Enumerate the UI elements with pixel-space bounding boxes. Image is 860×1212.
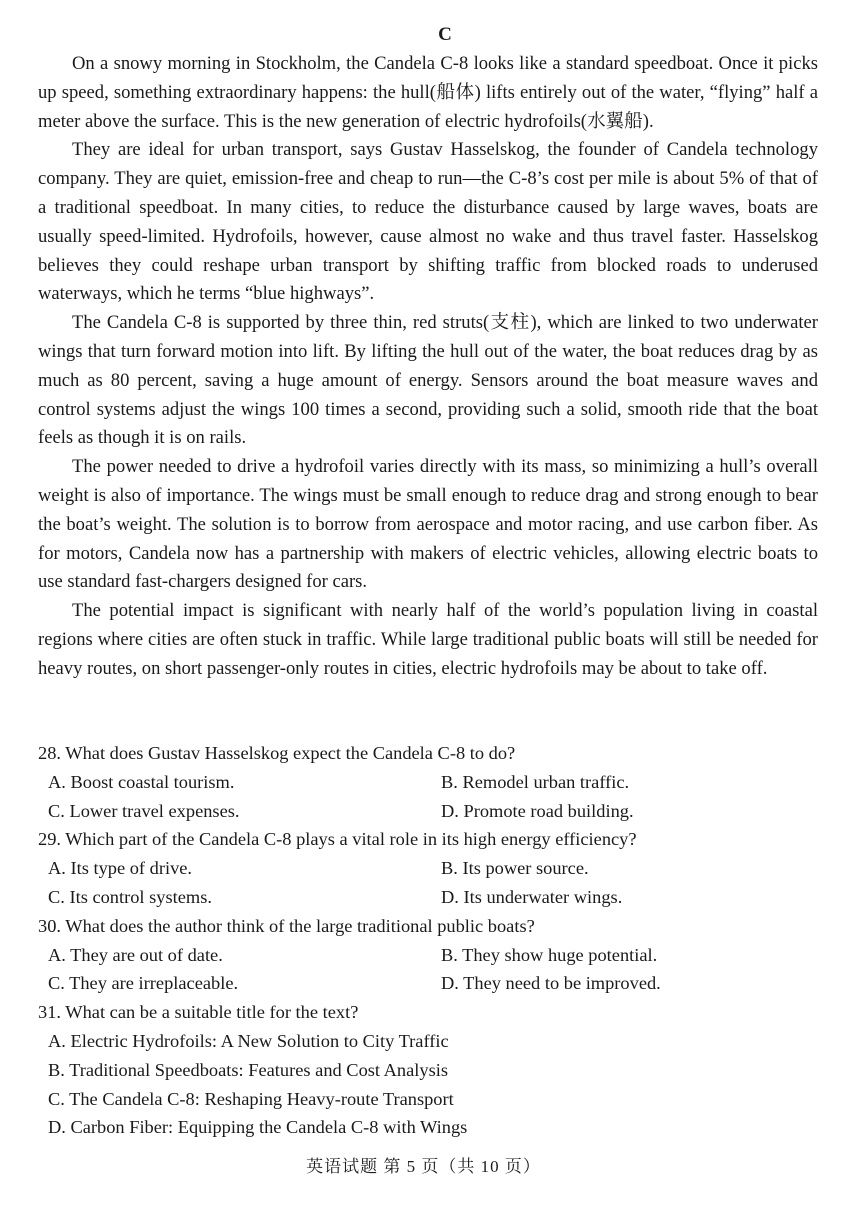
section-label: C	[438, 24, 452, 45]
option-group	[38, 854, 818, 912]
option-a: A. They are out of date.	[48, 944, 223, 965]
option-group	[38, 941, 818, 999]
page-footer: 英语试题 第 5 页（共 10 页）	[306, 1157, 541, 1176]
question-stem: 29. Which part of the Candela C-8 plays a vital role in its high energy efficiency?	[38, 829, 637, 850]
option-c: C. They are irreplaceable.	[48, 973, 239, 994]
option-d: D. Its underwater wings.	[441, 886, 623, 907]
passage-paragraph: The potential impact is significant with nearly half of the world’s population living in coastal regions where cities are often stuck in traffic. While large traditional public boats will still be needed for heavy routes, on short passenger-only routes in cities, electric hydrofoils may be about to take off.	[38, 600, 818, 679]
option-b: B. Traditional Speedboats: Features and Cost Analysis	[48, 1059, 448, 1080]
option-a: A. Boost coastal tourism.	[48, 771, 235, 792]
question-list	[38, 739, 818, 1142]
option-b: B. They show huge potential.	[441, 944, 658, 965]
passage-paragraph: On a snowy morning in Stockholm, the Candela C-8 looks like a standard speedboat. Once it picks up speed, something extraordinary happens: the hull(船体) lifts entirely out of the water, “flying” half a meter above the surface. This is the new generation of electric hydrofoils(水翼船).	[38, 53, 818, 132]
option-b: B. Remodel urban traffic.	[441, 771, 630, 792]
option-d: D. Promote road building.	[441, 800, 634, 821]
option-c: C. Lower travel expenses.	[48, 800, 240, 821]
option-c: C. The Candela C-8: Reshaping Heavy-route Transport	[48, 1088, 454, 1109]
question-31	[38, 998, 818, 1142]
question-29	[38, 825, 818, 911]
option-d: D. Carbon Fiber: Equipping the Candela C-8 with Wings	[48, 1117, 468, 1138]
passage-paragraph: The Candela C-8 is supported by three thin, red struts(支柱), which are linked to two underwater wings that turn forward motion into lift. By lifting the hull out of the water, the boat reduces drag by as much as 80 percent, saving a huge amount of energy. Sensors around the boat measure waves and control systems adjust the wings 100 times a second, providing such a solid, smooth ride that the boat feels as though it is on rails.	[38, 312, 818, 449]
option-b: B. Its power source.	[441, 858, 589, 879]
option-d: D. They need to be improved.	[441, 973, 661, 994]
option-a: A. Its type of drive.	[48, 858, 193, 879]
passage-paragraph: They are ideal for urban transport, says Gustav Hasselskog, the founder of Candela technology company. They are quiet, emission-free and cheap to run—the C-8’s cost per mile is about 5% of that of a traditional speedboat. In many cities, to reduce the disturbance caused by large waves, boats are usually speed-limited. Hydrofoils, however, cause almost no wake and thus travel faster. Hasselskog believes they could reshape urban transport by shifting traffic from blocked roads to underused waterways, which he terms “blue highways”.	[38, 139, 818, 305]
question-28	[38, 739, 818, 825]
question-30	[38, 912, 818, 998]
option-group	[38, 768, 818, 826]
option-c: C. Its control systems.	[48, 886, 212, 907]
question-stem: 31. What can be a suitable title for the text?	[38, 1002, 359, 1023]
option-group	[38, 1027, 818, 1142]
question-stem: 30. What does the author think of the large traditional public boats?	[38, 915, 535, 936]
question-stem: 28. What does Gustav Hasselskog expect the Candela C-8 to do?	[38, 743, 516, 763]
reading-passage	[38, 50, 818, 684]
passage-paragraph: The power needed to drive a hydrofoil varies directly with its mass, so minimizing a hull’s overall weight is also of importance. The wings must be small enough to reduce drag and strong enough to bear the boat’s weight. The solution is to borrow from aerospace and motor racing, and use carbon fiber. As for motors, Candela now has a partnership with makers of electric vehicles, allowing electric boats to use standard fast-chargers designed for cars.	[38, 456, 818, 593]
option-a: A. Electric Hydrofoils: A New Solution to City Traffic	[48, 1030, 449, 1051]
